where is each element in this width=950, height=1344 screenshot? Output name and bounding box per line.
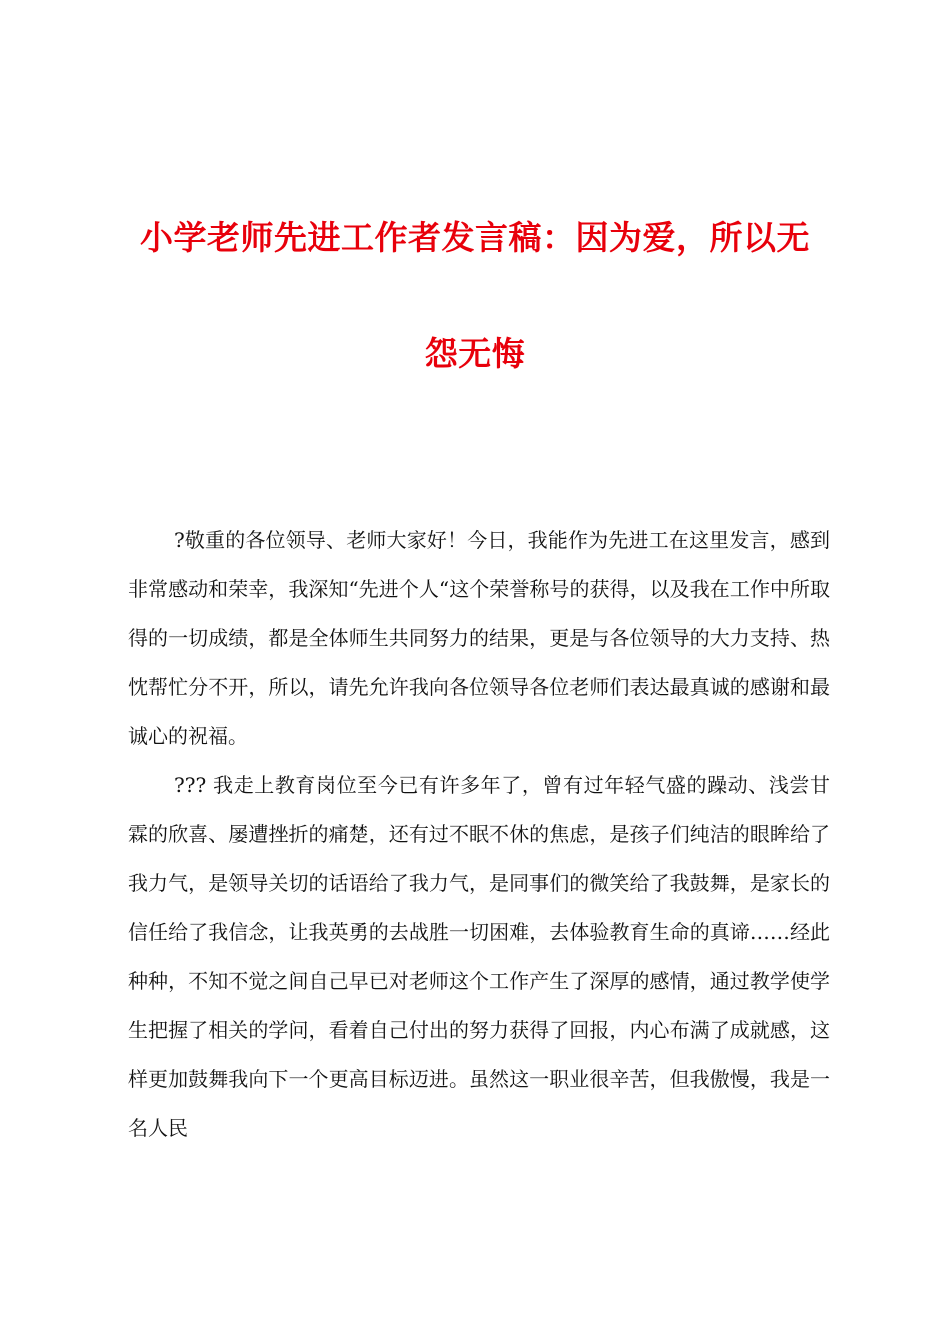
- document-title-line-1: 小学老师先进工作者发言稿：因为爱，所以无: [140, 218, 810, 257]
- paragraph-1: ?敬重的各位领导、老师大家好！今日，我能作为先进工在这里发言，感到非常感动和荣幸，我深知“先进个人“这个荣誉称号的获得，以及我在工作中所取得的一切成绩，都是全体师生共同努力的结果，更是与各位领导的大力支持、热忱帮忙分不开，所以，请先允许我向各位领导各位老师们表达最真诚的感谢和最诚心的祝福。: [128, 528, 830, 748]
- document-title-line-2: 怨无悔: [424, 334, 526, 373]
- document-body: [128, 516, 830, 1153]
- paragraph-2: ??? 我走上教育岗位至今已有许多年了，曾有过年轻气盛的躁动、浅尝甘霖的欣喜、屡遭挫折的痛楚，还有过不眠不休的焦虑，是孩子们纯洁的眼眸给了我力气，是领导关切的话语给了我力气，是同事们的微笑给了我鼓舞，是家长的信任给了我信念，让我英勇的去战胜一切困难，去体验教育生命的真谛……经此种种，不知不觉之间自己早已对老师这个工作产生了深厚的感情，通过教学使学生把握了相关的学问，看着自己付出的努力获得了回报，内心布满了成就感，这样更加鼓舞我向下一个更高目标迈进。虽然这一职业很辛苦，但我傲慢，我是一名人民: [128, 773, 830, 1140]
